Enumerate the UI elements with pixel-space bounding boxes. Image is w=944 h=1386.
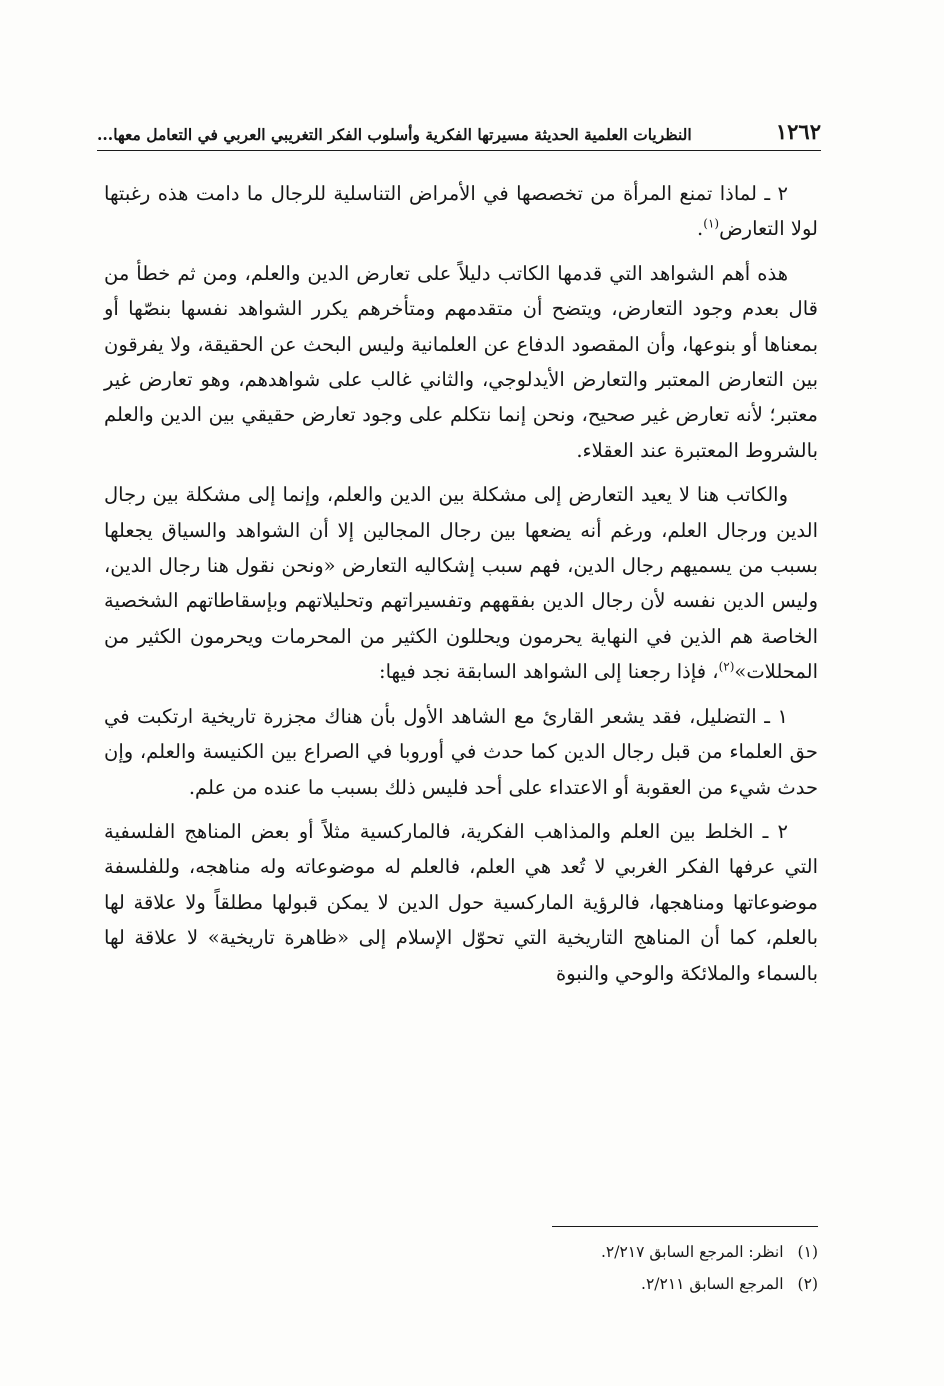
footnotes (104, 1236, 818, 1300)
footnote-2: (٢)المرجع السابق ٢/٢١١. (641, 1275, 818, 1293)
footnote-ref-2: (٢) (718, 659, 735, 674)
header-rule (97, 150, 821, 151)
footnote-1: (١)انظر: المرجع السابق ٢/٢١٧. (600, 1243, 818, 1261)
paragraph-3: والكاتب هنا لا يعيد التعارض إلى مشكلة بين الدين والعلم، وإنما إلى مشكلة بين رجال الدين ورجال العلم، ورغم أنه يضعها بين رجال المجالين إلا أن الشواهد والسياق يجعلها بسبب من يسميهم رجال الدين، فهم سبب إشكاليه التعارض «ونحن نقول هنا رجال الدين، وليس الدين نفسه لأن رجال الدين بفقههم وتفسيراتهم وتحليلاتهم وبإسقاطاتهم الشخصية الخاصة هم الذين في النهاية يحرمون ويحللون الكثير من المحرمات ويحرمون الكثير من المحللات»$^{(٢)}$، فإذا رجعنا إلى الشواهد السابقة نجد فيها: (104, 483, 818, 684)
footnote-ref-1: (١) (703, 216, 720, 231)
paragraph-1: ٢ ـ لماذا تمنع المرأة من تخصصها في الأمراض التناسلية للرجال ما دامت هذه رغبتها لولا التعارض$^{(١)}$. (104, 182, 818, 241)
paragraph-4: ١ ـ التضليل، فقد يشعر القارئ مع الشاهد الأول بأن هناك مجزرة تاريخية ارتكبت في حق العلماء من قبل رجال الدين كما حدث في أوروبا في الصراع بين الكنيسة والعلم، وإن حدث شيء من العقوبة أو الاعتداء على أحد فليس ذلك بسبب ما عنده من علم. (104, 704, 818, 799)
running-title: النظريات العلمية الحديثة مسيرتها الفكرية وأسلوب الفكر التغريبي العربي في التعامل معها... (97, 125, 692, 144)
paragraph-5: ٢ ـ الخلط بين العلم والمذاهب الفكرية، فالماركسية مثلاً أو بعض المناهج الفلسفية التي عرفها الفكر الغربي لا تُعد هي العلم، فالعلم له موضوعاته وله مناهجه، وللفلسفة موضوعاتها ومناهجها، فالرؤية الماركسية حول الدين لا يمكن قبولها مطلقاً ولا علاقة لها بالعلم، كما أن المناهج التاريخية التي تحوّل الإسلام إلى «ظاهرة تاريخية» لا علاقة لها بالسماء والملائكة والوحي والنبوة (104, 819, 818, 985)
page-number: ١٢٦٢ (775, 119, 821, 144)
footnote-rule (552, 1226, 818, 1227)
paragraph-2: هذه أهم الشواهد التي قدمها الكاتب دليلاً على تعارض الدين والعلم، ومن ثم خطأ من قال بعدم وجود التعارض، ويتضح أن متقدمهم ومتأخرهم يكرر الشواهد نفسها بنصّها أو بمعناها أو بنوعها، وأن المقصود الدفاع عن العلمانية وليس البحث عن الحقيقة، ولا يفرقون بين التعارض المعتبر والتعارض الأيدلوجي، والثاني غالب على شواهدهم، وهو تعارض غير معتبر؛ لأنه تعارض غير صحيح، ونحن إنما نتكلم على وجود تعارض حقيقي بين الدين والعلم بالشروط المعتبرة عند العقلاء. (104, 261, 818, 462)
main-text (104, 176, 818, 1000)
running-header (97, 108, 821, 144)
